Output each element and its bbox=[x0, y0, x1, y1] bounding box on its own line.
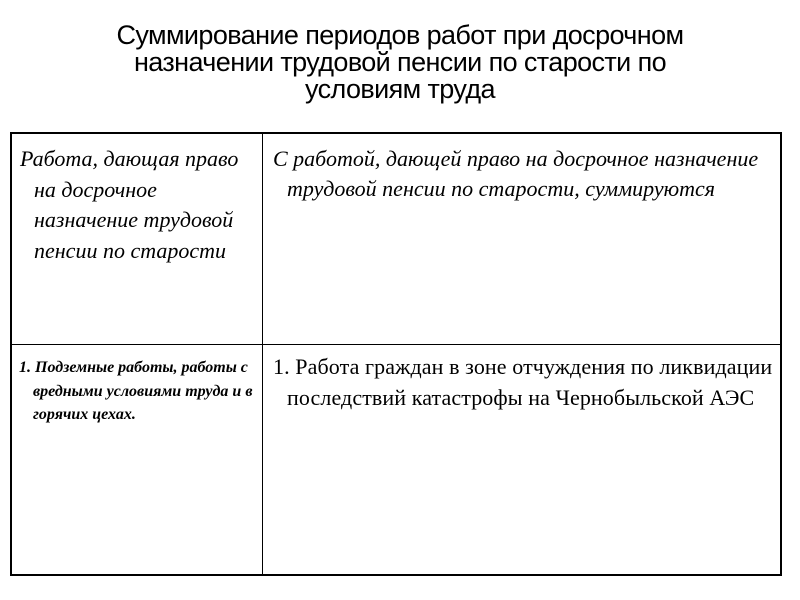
header-cell-left bbox=[12, 134, 263, 345]
row-1-left-text: 1. Подземные работы, работы с вредными условиями труда и в горячих цехах. bbox=[19, 359, 253, 423]
header-left-text: Работа, дающая право на досрочное назначение трудовой пенсии по старости bbox=[20, 146, 239, 263]
slide-title bbox=[40, 22, 760, 103]
header-right-text: С работой, дающей право на досрочное назначение трудовой пенсии по старости, суммируются bbox=[273, 146, 759, 201]
header-cell-right bbox=[263, 134, 780, 345]
slide-title-line-3: условиям труда bbox=[305, 74, 495, 104]
row-1-right-text: 1. Работа граждан в зоне отчуждения по ликвидации последствий катастрофы на Чернобыльской АЭС bbox=[273, 354, 773, 410]
slide-title-line-2: назначении трудовой пенсии по старости по bbox=[133, 47, 667, 77]
slide-title-line-1: Суммирование периодов работ при досрочном bbox=[116, 20, 684, 50]
row-1-cell-left bbox=[12, 345, 263, 574]
summation-table bbox=[10, 132, 782, 576]
row-1-cell-right bbox=[263, 345, 780, 574]
